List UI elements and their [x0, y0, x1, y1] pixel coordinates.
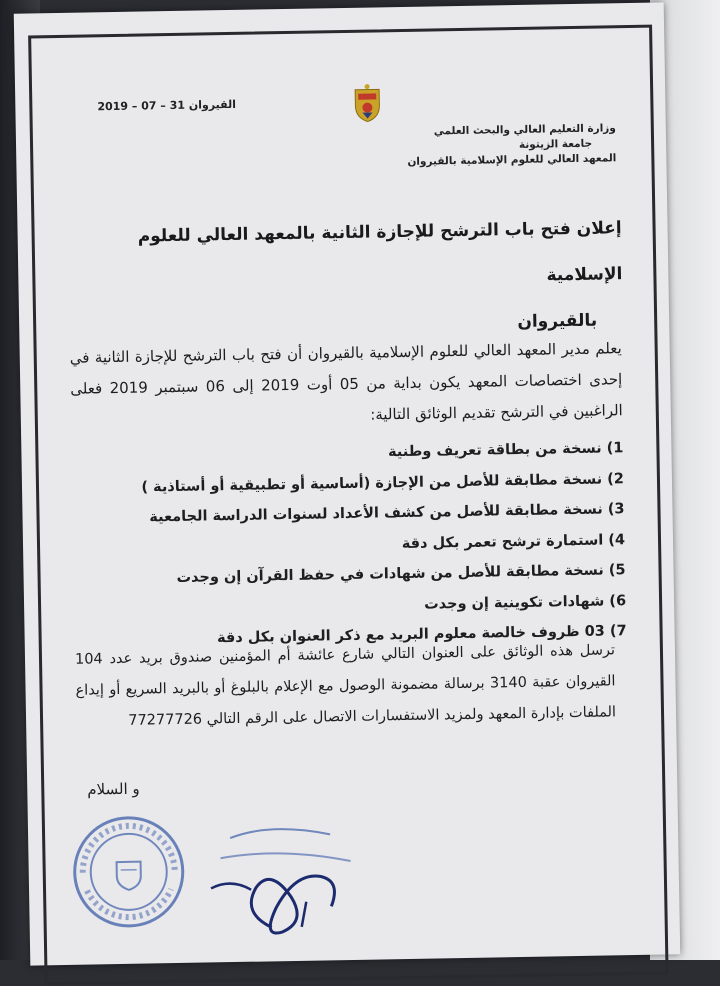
list-item: 3) نسخة مطابقة للأصل من كشف الأعداد لسنوات الدراسة الجامعية	[142, 494, 624, 533]
official-stamp-icon	[68, 811, 190, 933]
title-line-2: بالقيروان	[79, 297, 624, 352]
ministry-line: وزارة التعليم العالي والبحث العلمي	[316, 121, 616, 141]
list-item: 6) شهادات تكوينية إن وجدت	[144, 586, 626, 625]
document-page	[14, 2, 681, 965]
university-line: جامعة الزيتونة	[316, 136, 616, 156]
institute-line: المعهد العالي للعلوم الإسلامية بالقيروان	[316, 151, 616, 171]
closing-salutation: و السلام	[87, 780, 140, 799]
announcement-title	[77, 205, 623, 352]
ministry-header	[316, 121, 617, 171]
list-item: 2) نسخة مطابقة للأصل من الإجازة (أساسية أو تطبيقية أو أستاذية )	[142, 464, 624, 503]
intro-text: يعلم مدير المعهد العالي للعلوم الإسلامية بالقيروان أن فتح باب الترشح للإجازة الثانية في إحدى اختصاصات المعهد يكون بداية من 05 أوت 2019 إلى 06 سبتمبر 2019 فعلى الراغبين في الترشح تقديم الوثائق التالية:	[69, 333, 623, 436]
document-date: القيروان 31 – 07 – 2019	[97, 98, 236, 113]
list-item: 5) نسخة مطابقة للأصل من شهادات في حفظ القرآن إن وجدت	[143, 555, 625, 594]
list-item: 7) 03 ظروف خالصة معلوم البريد مع ذكر العنوان بكل دقة	[144, 616, 626, 655]
title-line-1: إعلان فتح باب الترشح للإجازة الثانية بالمعهد العالي للعلوم الإسلامية	[77, 205, 623, 306]
intro-paragraph	[69, 333, 623, 436]
tunisia-coat-of-arms-icon	[351, 83, 384, 124]
list-item: 1) نسخة من بطاقة تعريف وطنية	[141, 433, 623, 472]
handwritten-signature-icon	[200, 816, 372, 949]
documents-list	[141, 433, 627, 655]
closing-paragraph: ترسل هذه الوثائق على العنوان التالي شارع عائشة أم المؤمنين صندوق بريد عدد 104 القيروان عقبة 3140 برسالة مضمونة الوصول مع الإعلام بالبلوغ أو بالبريد السريع أو إيداع الملفات بإدارة المعهد ولمزيد الاستفسارات الاتصال على الرقم التالي 77277726	[75, 635, 617, 737]
list-item: 4) استمارة ترشح تعمر بكل دقة	[143, 525, 625, 564]
